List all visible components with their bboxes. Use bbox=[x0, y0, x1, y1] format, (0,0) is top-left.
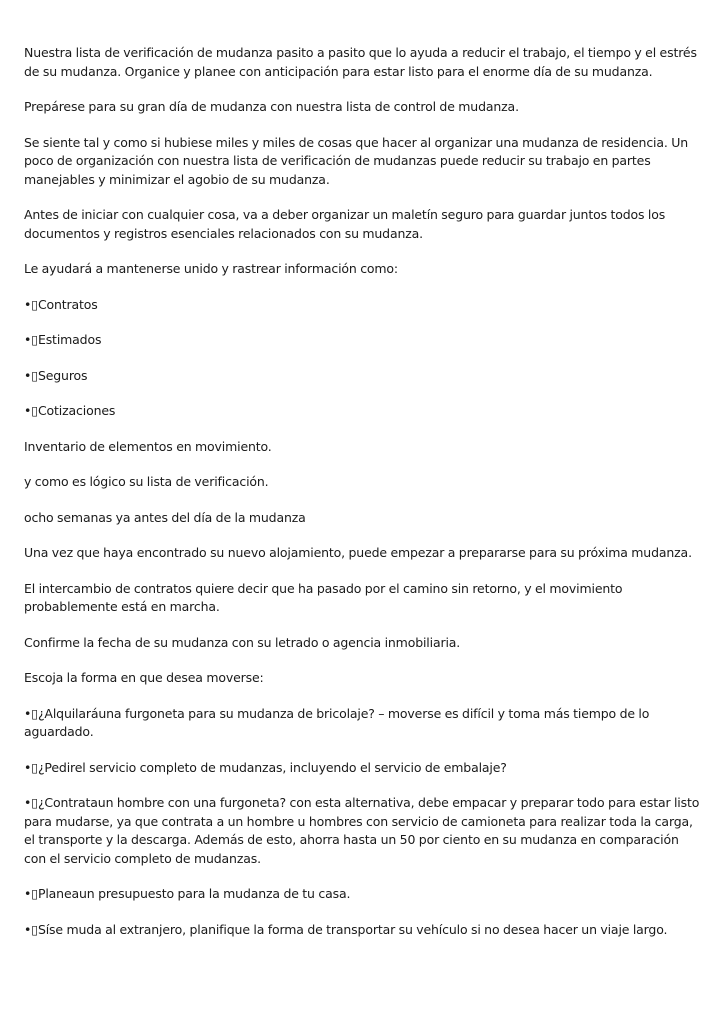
list-item: •▯Cotizaciones bbox=[24, 403, 116, 418]
intro-paragraph: Nuestra lista de verificación de mudanza pasito a pasito que lo ayuda a reducir el trabajo, el tiempo y el estrés de su mudanza. Organice y planee con anticipación para estar listo para el enorme día de su mudanza. bbox=[24, 45, 697, 79]
prepare-paragraph: Prepárese para su gran día de mudanza con nuestra lista de control de mudanza. bbox=[24, 99, 519, 114]
tracking-intro-paragraph: Le ayudará a mantenerse unido y rastrear información como: bbox=[24, 261, 398, 276]
document-body bbox=[24, 44, 700, 956]
list-item: •▯Síse muda al extranjero, planifique la forma de transportar su vehículo si no desea hacer un viaje largo. bbox=[24, 921, 668, 937]
contracts-exchange-paragraph: El intercambio de contratos quiere decir que ha pasado por el camino sin retorno, y el movimiento probablemente está en marcha. bbox=[24, 580, 623, 614]
briefcase-paragraph: Antes de iniciar con cualquier cosa, va a deber organizar un maletín seguro para guardar juntos todos los documentos y registros esenciales relacionados con su mudanza. bbox=[24, 207, 666, 241]
list-item: •▯Planeaun presupuesto para la mudanza de tu casa. bbox=[24, 886, 351, 901]
confirm-date-paragraph: Confirme la fecha de su mudanza con su letrado o agencia inmobiliaria. bbox=[24, 634, 461, 650]
inventory-paragraph: Inventario de elementos en movimiento. bbox=[24, 438, 272, 454]
list-item: •▯¿Alquilaráuna furgoneta para su mudanza de bricolaje? – moverse es difícil y toma más tiempo de lo aguardado. bbox=[24, 705, 650, 739]
organization-paragraph: Se siente tal y como si hubiese miles y miles de cosas que hacer al organizar una mudanza de residencia. Un poco de organización con nuestra lista de verificación de mudanzas puede reducir su trabajo en partes manejables y minimizar el agobio de su mudanza. bbox=[24, 134, 689, 187]
checklist-paragraph: y como es lógico su lista de verificación. bbox=[24, 474, 269, 489]
eight-weeks-heading: ocho semanas ya antes del día de la mudanza bbox=[24, 509, 306, 525]
list-item: •▯¿Pedirel servicio completo de mudanzas, incluyendo el servicio de embalaje? bbox=[24, 759, 507, 775]
list-item: •▯¿Contrataun hombre con una furgoneta? con esta alternativa, debe empacar y preparar todo para estar listo para mudarse, ya que contrata a un hombre u hombres con servicio de camioneta para realizar toda la carga, el transporte y la descarga. Además de esto, ahorra hasta un 50 por ciento en su mudanza en comparación con el servicio completo de mudanzas. bbox=[24, 795, 700, 866]
choose-method-paragraph: Escoja la forma en que desea moverse: bbox=[24, 670, 264, 685]
list-item: •▯Contratos bbox=[24, 296, 98, 312]
new-home-paragraph: Una vez que haya encontrado su nuevo alojamiento, puede empezar a prepararse para su próxima mudanza. bbox=[24, 545, 692, 560]
list-item: •▯Estimados bbox=[24, 332, 102, 347]
list-item: •▯Seguros bbox=[24, 367, 88, 383]
